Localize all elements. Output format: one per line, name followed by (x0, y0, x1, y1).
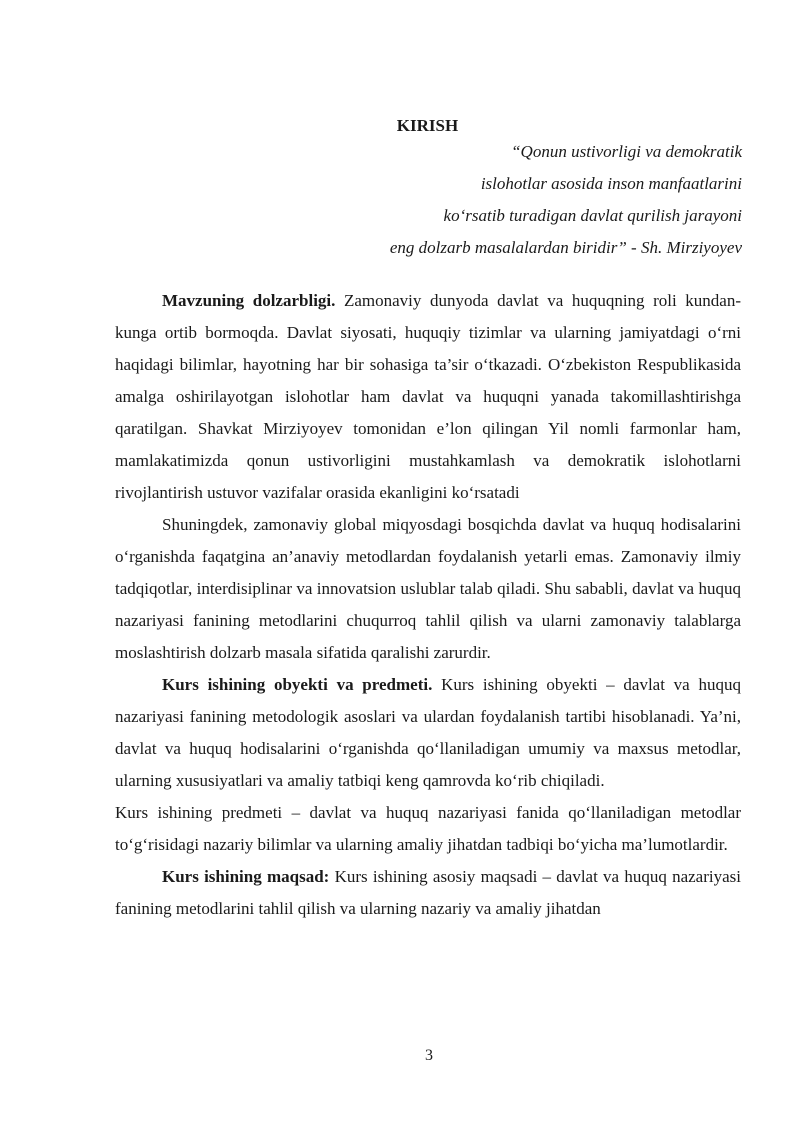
paragraph-text: Kurs ishining obyekti – davlat va huquq nazariyasi fanining metodologik asoslari va ulardan foydalanish tartibi hisoblanadi. Ya’ni, davlat va huquq hodisalarini o‘rganishda qo‘llaniladigan umumiy va maxsus metodlar, ularning xususiyatlari va amaliy tatbiqi keng qamrovda ko‘rib chiqiladi. (115, 675, 741, 790)
paragraph-lead: Mavzuning dolzarbligi. (162, 291, 336, 310)
epigraph-line: eng dolzarb masalalardan biridir” - Sh. Mirziyoyev (389, 238, 742, 257)
section-heading: KIRISH (396, 116, 459, 135)
paragraph-subject (115, 797, 741, 861)
epigraph-line: ko‘rsatib turadigan davlat qurilish jarayoni (443, 206, 742, 225)
paragraph-goal (115, 861, 741, 925)
paragraph-text: Kurs ishining predmeti – davlat va huquq nazariyasi fanida qo‘llaniladigan metodlar to‘g‘risidagi nazariy bilimlar va ularning amaliy jihatdan tadbiqi bo‘yicha ma’lumotlardir. (115, 803, 741, 854)
paragraph-text: Shuningdek, zamonaviy global miqyosdagi bosqichda davlat va huquq hodisalarini o‘rganishda faqatgina an’anaviy metodlardan foydalanish yetarli emas. Zamonaviy ilmiy tadqiqotlar, interdisiplinar va innovatsion uslublar talab qiladi. Shu sababli, davlat va huquq nazariyasi fanining metodlarini chuqurroq tahlil qilish va ularni zamonaviy talablarga moslashtirish dolzarb masala sifatida qaralishi zarurdir. (115, 515, 741, 662)
paragraph-relevance (115, 285, 741, 509)
paragraph-lead: Kurs ishining obyekti va predmeti. (162, 675, 433, 694)
epigraph-line: “Qonun ustivorligi va demokratik (511, 142, 742, 161)
paragraph-text: Zamonaviy dunyoda davlat va huquqning roli kundan-kunga ortib bormoqda. Davlat siyosati, huquqiy tizimlar va ularning jamiyatdagi o‘rni haqidagi bilimlar, hayotning har bir sohasiga ta’sir o‘tkazadi. O‘zbekiston Respublikasida amalga oshirilayotgan islohotlar ham davlat va huquqni yanada takomillashtirishga qaratilgan. Shavkat Mirziyoyev tomonidan e’lon qilingan Yil nomli farmonlar ham, mamlakatimizda qonun ustivorligini mustahkamlash va demokratik islohotlarni rivojlantirish ustuvor vazifalar orasida ekanligini ko‘rsatadi (115, 291, 741, 502)
paragraph-global (115, 509, 741, 669)
page-number: 3 (425, 1047, 433, 1064)
paragraph-lead: Kurs ishining maqsad: (162, 867, 330, 886)
body-text (115, 285, 741, 925)
paragraph-text: Kurs ishining asosiy maqsadi – davlat va huquq nazariyasi fanining metodlarini tahlil qilish va ularning nazariy va amaliy jihatdan (115, 867, 741, 918)
epigraph-line: islohotlar asosida inson manfaatlarini (480, 174, 742, 193)
paragraph-object-subject (115, 669, 741, 797)
epigraph-quote (142, 136, 742, 264)
